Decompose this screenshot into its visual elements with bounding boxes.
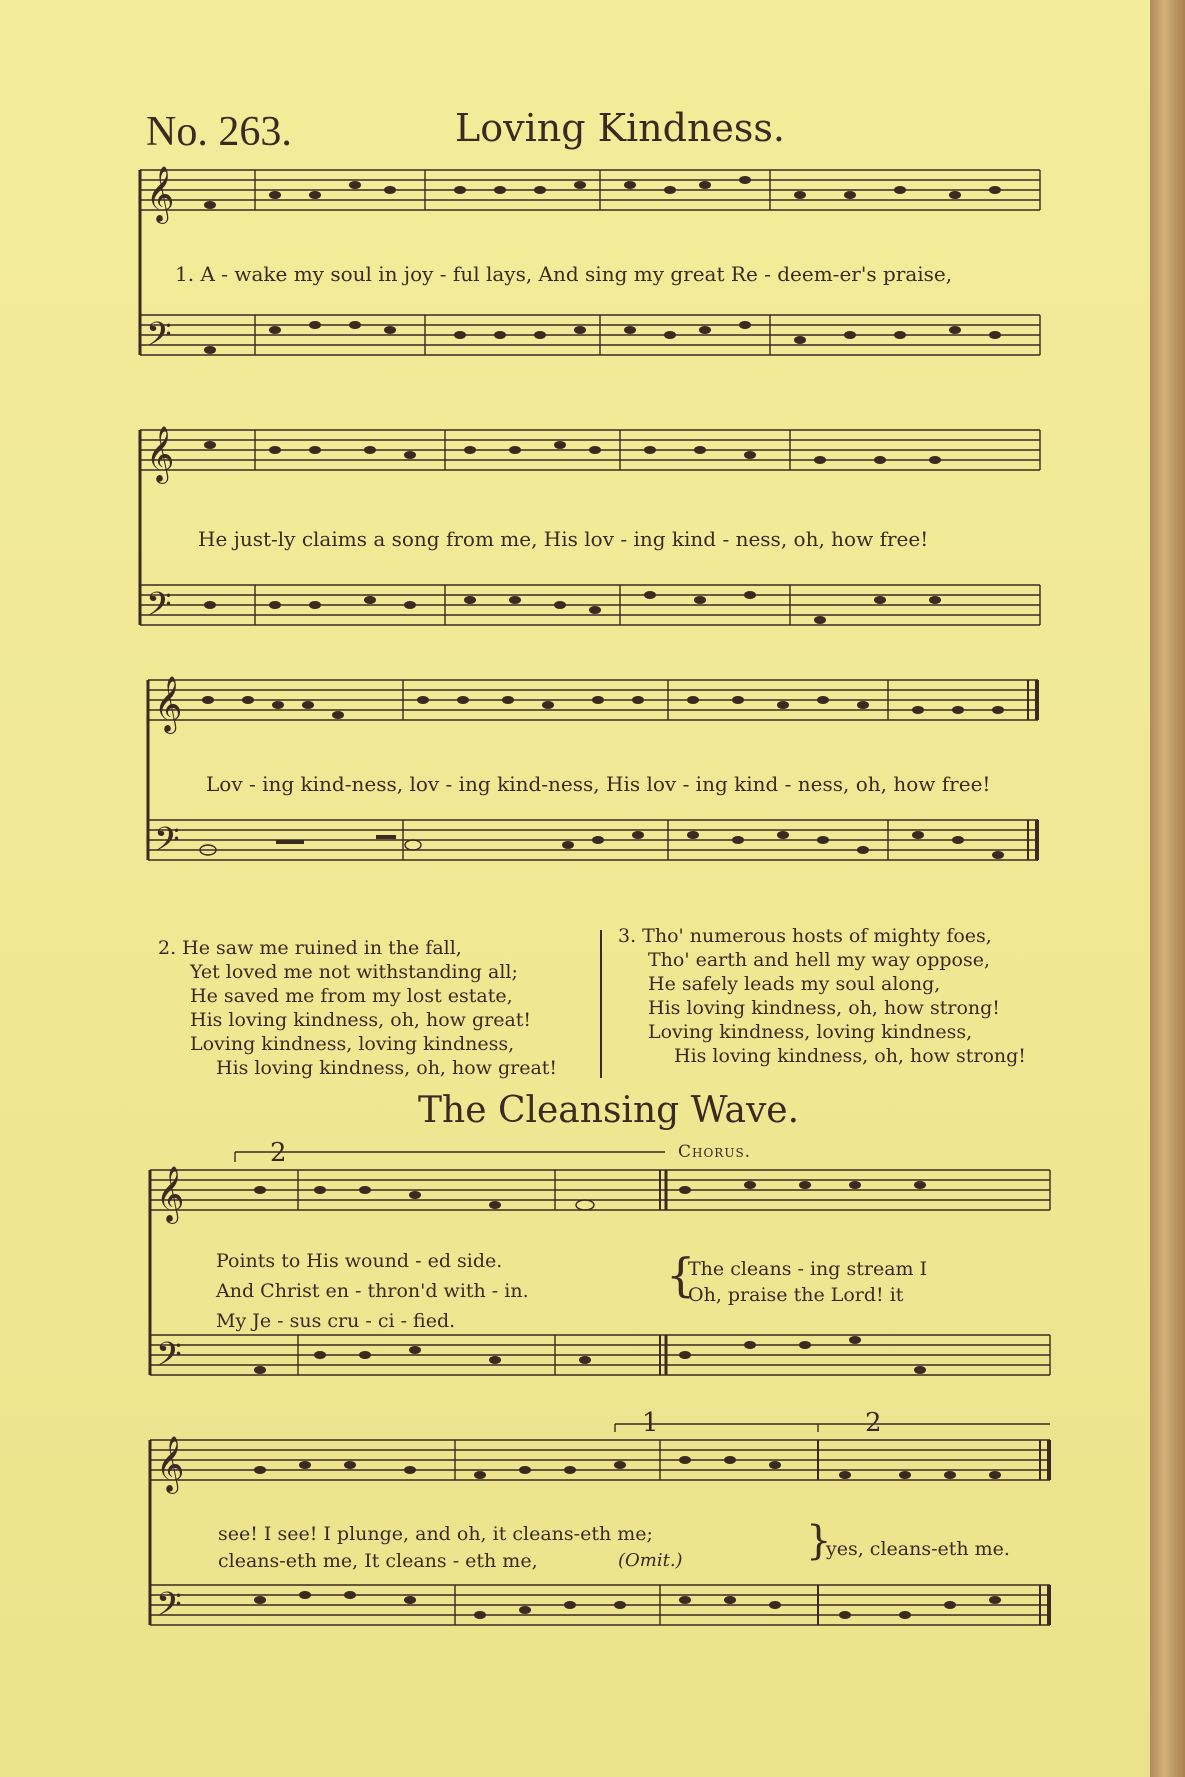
verse-2-line: He saved me from my lost estate, bbox=[190, 985, 513, 1007]
ending-1-mark: 1 bbox=[642, 1408, 659, 1438]
verse-2-line: Yet loved me not withstanding all; bbox=[190, 961, 518, 983]
hymn2-verse-line1: Points to His wound - ed side. bbox=[216, 1250, 503, 1272]
hymn2-lower-end: yes, cleans-eth me. bbox=[826, 1538, 1010, 1560]
hymn1-lyric-line1: 1. A - wake my soul in joy - ful lays, And sing my great Re - deem-er's praise, bbox=[175, 262, 953, 286]
book-spine-edge bbox=[1150, 0, 1185, 1777]
verse-3-line: His loving kindness, oh, how strong! bbox=[674, 1045, 1026, 1067]
chorus-label: Chorus. bbox=[678, 1142, 752, 1162]
verse-3 bbox=[618, 924, 1026, 1068]
verse-divider bbox=[600, 930, 602, 1078]
verse-2-line: His loving kindness, oh, how great! bbox=[216, 1057, 558, 1079]
verse-3-line: Loving kindness, loving kindness, bbox=[648, 1021, 973, 1043]
svg-text:𝄞: 𝄞 bbox=[146, 166, 175, 222]
omit-note: (Omit.) bbox=[618, 1550, 683, 1571]
hymn2-lower-line2: cleans-eth me, It cleans - eth me, bbox=[218, 1550, 538, 1572]
svg-text:𝄢: 𝄢 bbox=[154, 821, 180, 867]
ending-2-mark: 2 bbox=[270, 1138, 287, 1168]
verse-3-line: 3. Tho' numerous hosts of mighty foes, bbox=[618, 925, 992, 947]
hymn2-verse-line2: And Christ en - thron'd with - in. bbox=[216, 1280, 529, 1302]
svg-text:𝄢: 𝄢 bbox=[146, 586, 172, 632]
verse-2-line: His loving kindness, oh, how great! bbox=[190, 1009, 532, 1031]
svg-text:𝄞: 𝄞 bbox=[156, 1166, 185, 1222]
verse-3-line: He safely leads my soul along, bbox=[648, 973, 941, 995]
hymn-title-2: The Cleansing Wave. bbox=[418, 1090, 800, 1131]
chorus-line1: The cleans - ing stream I bbox=[688, 1258, 928, 1280]
verse-2 bbox=[158, 936, 557, 1080]
hymn1-lyric-line2: He just-ly claims a song from me, His lov - ing kind - ness, oh, how free! bbox=[198, 527, 929, 551]
verse-2-line: 2. He saw me ruined in the fall, bbox=[158, 937, 462, 959]
verse-2-line: Loving kindness, loving kindness, bbox=[190, 1033, 515, 1055]
ending-2b-mark: 2 bbox=[865, 1408, 882, 1438]
svg-text:𝄞: 𝄞 bbox=[146, 426, 175, 482]
svg-text:𝄢: 𝄢 bbox=[156, 1336, 182, 1382]
verse-3-line: Tho' earth and hell my way oppose, bbox=[648, 949, 991, 971]
hymn1-lyric-line3: Lov - ing kind-ness, lov - ing kind-ness, His lov - ing kind - ness, oh, how free! bbox=[206, 772, 991, 796]
verse-3-line: His loving kindness, oh, how strong! bbox=[648, 997, 1000, 1019]
chorus-brace: { bbox=[666, 1248, 696, 1302]
hymn-title: Loving Kindness. bbox=[455, 106, 785, 150]
svg-text:𝄢: 𝄢 bbox=[146, 316, 172, 362]
ending-brace: } bbox=[806, 1518, 832, 1564]
svg-text:𝄞: 𝄞 bbox=[156, 1436, 185, 1492]
hymn2-verse-line3: My Je - sus cru - ci - fied. bbox=[216, 1310, 456, 1332]
chorus-line2: Oh, praise the Lord! it bbox=[688, 1284, 904, 1306]
svg-text:𝄞: 𝄞 bbox=[154, 676, 183, 732]
svg-text:𝄢: 𝄢 bbox=[156, 1586, 182, 1632]
hymn-number: No. 263. bbox=[146, 109, 292, 155]
hymn2-lower-line1: see! I see! I plunge, and oh, it cleans-eth me; bbox=[218, 1523, 653, 1545]
